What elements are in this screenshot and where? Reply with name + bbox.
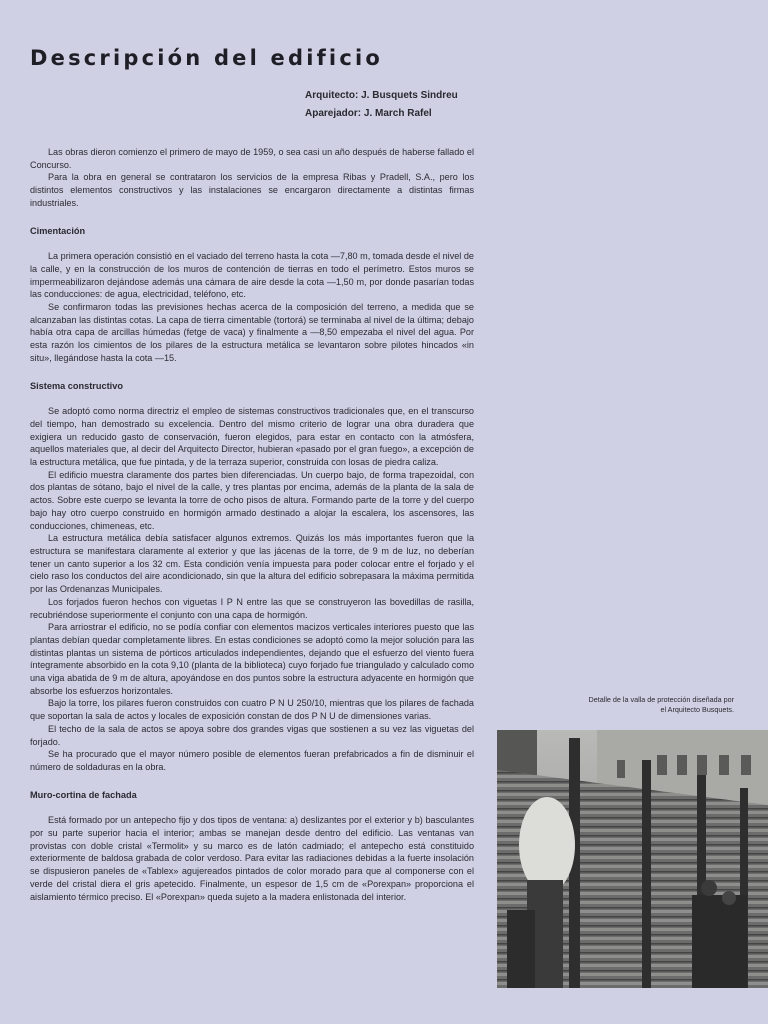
- body-paragraph: El edificio muestra claramente dos partes bien diferenciadas. Un cuerpo bajo, de forma trapezoidal, con dos plantas de sótano, bajo el nivel de la calle, y tres plantas por encima, además de la planta de la sala de actos. Sobre este cuerpo se levanta la torre de ocho pisos de altura. Formando parte de la torre y del cuerpo bajo hay otro cuerpo construido en hormigón armado destinado a alojar la escalera, los ascensores, las conducciones, chimeneas, etc.: [30, 469, 474, 531]
- architect-credit: Arquitecto: J. Busquets Sindreu: [305, 90, 458, 101]
- article-body: [30, 146, 474, 903]
- body-paragraph: Se ha procurado que el mayor número posible de elementos fueran prefabricados a fin de disminuir el número de soldaduras en la obra.: [30, 749, 474, 772]
- fence-photo-image: [497, 730, 768, 988]
- body-paragraph: Los forjados fueron hechos con viguetas I P N entre las que se construyeron las bovedillas de rasilla, recubriéndose superiormente el conjunto con una capa de hormigón.: [30, 596, 474, 620]
- body-paragraph: El techo de la sala de actos se apoya sobre dos grandes vigas que sostienen a su vez las viguetas del forjado.: [30, 723, 474, 747]
- body-paragraph: Se confirmaron todas las previsiones hechas acerca de la composición del terreno, a medida que se alcanzaban las distintas cotas. La capa de tierra cimentable (tortorá) se terminaba al nivel de la última; debajo había otra capa de arcillas húmedas (fetge de vaca) y finalmente a —8,50 empezaba el nivel del agua. Por esta razón los cimientos de los pilares de la estructura metálica se levantaron sobre pilotes hincados «in situ», llegándose hasta la cota —15.: [30, 302, 474, 363]
- section-heading-sistema-constructivo: Sistema constructivo: [30, 380, 123, 391]
- credits-block: [305, 87, 458, 123]
- section-heading-cimentacion: Cimentación: [30, 225, 86, 236]
- body-paragraph: Bajo la torre, los pilares fueron construidos con cuatro P N U 250/10, mientras que los pilares de fachada que soportan la sala de actos y locales de exposición constan de dos P N U de dimensiones varias.: [30, 698, 474, 722]
- fence-photo: [497, 730, 768, 988]
- body-paragraph: Para arriostrar el edificio, no se podía confiar con elementos macizos verticales interiores puesto que las plantas debían quedar completamente libres. En estas condiciones se adoptó como la mejor solución para las distintas plantas un sistema de pórticos articulados independientes, dejando que el esfuerzo del viento fuera íntegramente absorbido en la cota 9,10 (planta de la biblioteca) cuyo forjado fue triangulado y calculado como una viga abatida de 9 m de altura, apoyándose en dos puntos sobre la estructura adyacente en hormigón que absorbe los esfuerzos horizontales.: [30, 622, 474, 696]
- intro-paragraph: Para la obra en general se contrataron los servicios de la empresa Ribas y Pradell, S.A., pero los distintos elementos constructivos y las instalaciones se encargaron directamente a distintas firmas industriales.: [30, 172, 474, 208]
- page-title: Descripción del edificio: [30, 46, 384, 70]
- photo-caption: Detalle de la valla de protección diseñada por el Arquitecto Busquets.: [588, 695, 734, 714]
- body-paragraph: Se adoptó como norma directriz el empleo de sistemas constructivos tradicionales que, en el transcurso del tiempo, han demostrado su excelencia. Dentro del mismo criterio de lograr una obra duradera que exigiera un reducido gasto de conservación, fueron elegidos, para estar en contacto con la atmósfera, aquellos materiales que, al decir del Arquitecto Director, hubieran «pasado por el gran fuego», a excepción de la estructura metálica, que fue pintada, y de la terraza superior, construida con losas de piedra caliza.: [30, 406, 474, 468]
- intro-paragraph: Las obras dieron comienzo el primero de mayo de 1959, o sea casi un año después de haberse fallado el Concurso.: [30, 147, 474, 170]
- body-paragraph: Está formado por un antepecho fijo y dos tipos de ventana: a) deslizantes por el exterior y b) basculantes por su parte superior hacia el interior; ambas se manejan desde dentro del edificio. Las ventanas van provistas con doble cristal «Termolit» y su marco es de latón cadmiado; el antepecho está constituido exteriormente de baldosa grabada de color verdoso. Para evitar las radiaciones debidas a la fuerte insolación se dispusieron paneles de «Tablex» agujereados pintados de color morado para que al componerse con el verde del cristal diera el gris apetecido. Finalmente, un espesor de 1,5 cm de «Porexpan» proporciona el aislamiento térmico preciso. El «Porexpan» queda sujeto a la madera enlistonada del interior.: [30, 815, 474, 902]
- section-heading-muro-cortina: Muro-cortina de fachada: [30, 789, 137, 800]
- body-paragraph: La estructura metálica debía satisfacer algunos extremos. Quizás los más importantes fueron que la estructura se manifestara claramente al exterior y que las jácenas de la torre, de 9 m de luz, no deberían tener un canto superior a los 32 cm. Esta condición venía impuesta para poder colocar entre el forjado y el cielo raso los conductos del aire acondicionado, sin que la altura del edificio sobrepasara la máxima permitida por las Ordenanzas Municipales.: [30, 533, 474, 595]
- surveyor-credit: Aparejador: J. March Rafel: [305, 108, 432, 119]
- body-paragraph: La primera operación consistió en el vaciado del terreno hasta la cota —7,80 m, tomada desde el nivel de la calle, y en la construcción de los muros de contención de tierras en todo el perímetro. Estos muros se impermeabilizaron dejándose además una cámara de aire desde la cota —1,50 m, por donde pasarían todas las conducciones: de agua, electricidad, teléfono, etc.: [30, 251, 474, 300]
